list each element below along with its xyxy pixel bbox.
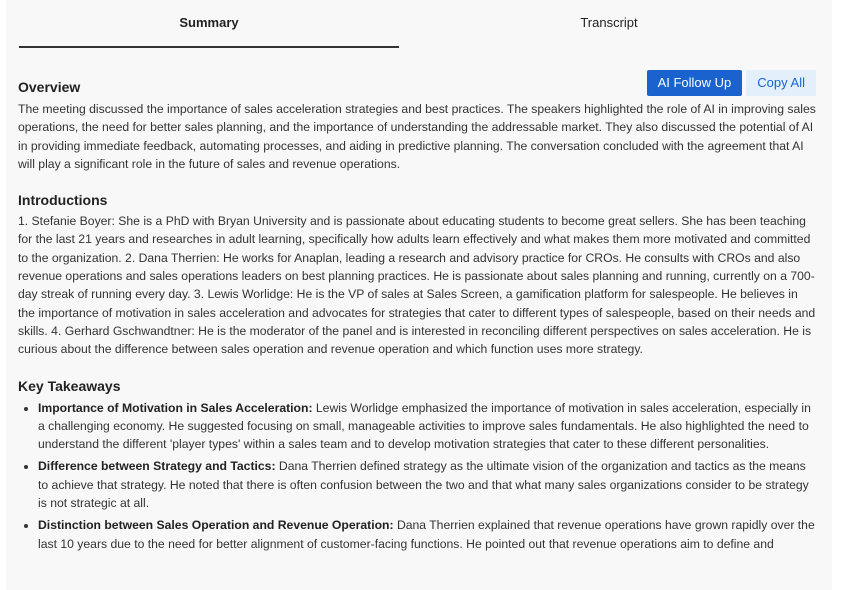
introductions-heading: Introductions bbox=[18, 192, 108, 209]
overview-text: The meeting discussed the importance of sales acceleration strategies and best practices. The speakers highlighted the role of AI in improving sales operations, the need for better sales planning, and the importance of understanding the addressable market. They also discussed the potential of AI in providing immediate feedback, automating processes, and aiding in predictive planning. The conversation concluded with the agreement that AI will play a significant role in the future of sales and revenue operations. bbox=[18, 102, 816, 171]
ai-follow-up-button[interactable]: AI Follow Up bbox=[647, 70, 743, 96]
summary-panel bbox=[6, 0, 832, 590]
list-item bbox=[38, 516, 818, 553]
takeaway-title: Distinction between Sales Operation and Revenue Operation: bbox=[38, 518, 397, 533]
tab-transcript[interactable]: Transcript bbox=[580, 15, 638, 30]
list-item bbox=[38, 457, 818, 512]
introductions-text: 1. Stefanie Boyer: She is a PhD with Bryan University and is passionate about educating students to become great sellers. She has been teaching for the last 21 years and researches in adult learning, specifically how adults learn effectively and what makes them more motivated and committed to the organization. 2. Dana Therrien: He works for Anaplan, leading a research and advisory practice for CROs. He consults with CROs and also revenue operations and sales operations leaders on best planning practices. He is passionate about sales planning and running, currently on a 700-day streak of running every day. 3. Lewis Worlidge: He is the VP of sales at Sales Screen, a gamification platform for salespeople. He believes in the importance of motivation in sales acceleration and advocates for strategies that cater to different types of salespeople, based on their needs and skills. 4. Gerhard Gschwandtner: He is the moderator of the panel and is interested in reconciling different perspectives on sales acceleration. He is curious about the difference between sales operation and revenue operation and which function uses more strategy. bbox=[18, 214, 816, 357]
tab-bar bbox=[6, 0, 832, 48]
takeaway-text: Lewis Worlidge emphasized the importance of motivation in sales acceleration, especially in a challenging economy. He suggested focusing on small, manageable activities to improve sales fundamentals. He also highlighted the need to understand the different 'player types' within a sales team and to develop motivation strategies that cater to these different personalities. bbox=[38, 400, 811, 452]
tab-summary[interactable]: Summary bbox=[19, 0, 399, 48]
list-item bbox=[38, 399, 818, 454]
summary-content bbox=[18, 76, 818, 569]
takeaway-title: Importance of Motivation in Sales Acceleration: bbox=[38, 400, 316, 415]
overview-section bbox=[18, 76, 818, 173]
key-takeaways-section bbox=[18, 375, 818, 553]
key-takeaways-list bbox=[18, 399, 818, 553]
takeaway-text: Dana Therrien explained that revenue operations have grown rapidly over the last 10 years due to the need for better alignment of customer-facing functions. He pointed out that revenue operations aim to define and bbox=[38, 518, 815, 551]
takeaway-title: Difference between Strategy and Tactics: bbox=[38, 459, 279, 474]
copy-all-button[interactable]: Copy All bbox=[746, 70, 816, 96]
takeaway-text: Dana Therrien defined strategy as the ultimate vision of the organization and tactics as the means to achieve that strategy. He noted that there is often confusion between the two and that what many sales organizations consider to be strategy is not strategic at all. bbox=[38, 459, 809, 511]
overview-heading: Overview bbox=[18, 79, 81, 95]
introductions-section bbox=[18, 189, 818, 358]
key-takeaways-heading: Key Takeaways bbox=[18, 377, 121, 394]
